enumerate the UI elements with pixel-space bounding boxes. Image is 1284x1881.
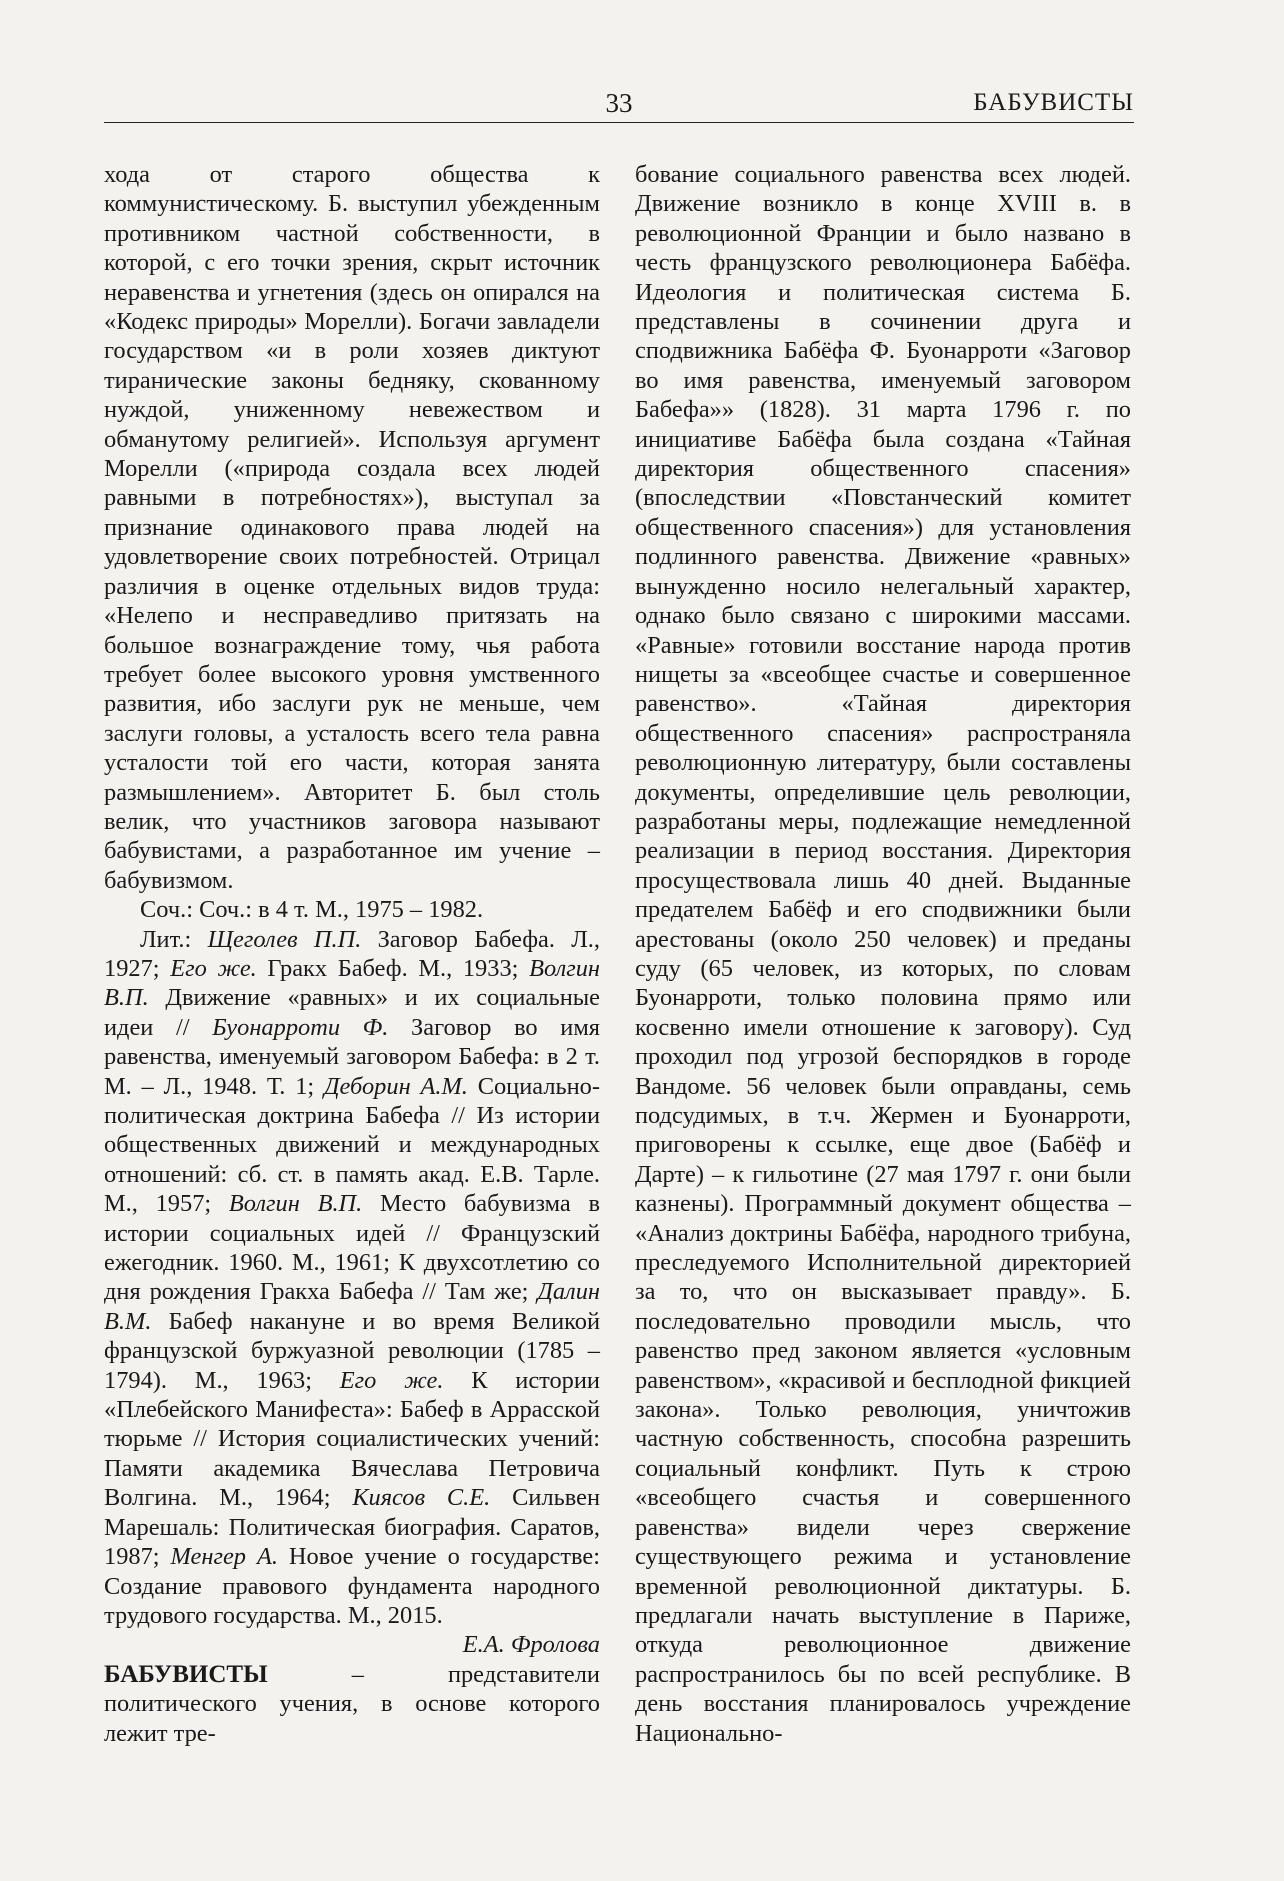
lit-text: Бабеф накануне и во время Великой французской буржуазной революции (1785 – 1794). М., 1963; bbox=[104, 1307, 600, 1394]
left-column bbox=[104, 160, 600, 1748]
running-head: БАБУВИСТЫ bbox=[973, 89, 1134, 116]
lit-text: Заговор Бабефа. Л., 1927; bbox=[104, 925, 600, 982]
lit-text: Сильвен Марешаль: Политическая биография. Саратов, 1987; bbox=[104, 1484, 600, 1571]
lit-author: Далин В.М. bbox=[104, 1278, 600, 1335]
lit-author: Буонарроти Ф. bbox=[212, 1013, 389, 1041]
lit-author: Волгин В.П. bbox=[104, 954, 601, 1012]
lit-author: Киясов С.Е. bbox=[352, 1484, 491, 1512]
entry-start-text: – представители политического учения, в основе которого лежит тре- bbox=[104, 1660, 600, 1747]
lit-author: Волгин В.П. bbox=[228, 1190, 363, 1218]
entry-lemma: БАБУВИСТЫ bbox=[104, 1660, 268, 1688]
works-reference: Соч.: Соч.: в 4 т. М., 1975 – 1982. bbox=[140, 896, 484, 924]
lit-text: Заговор во имя равенства, именуемый заговором Бабефа: в 2 т. М. – Л., 1948. Т. 1; bbox=[104, 1013, 600, 1100]
lit-author: Деборин А.М. bbox=[324, 1072, 468, 1100]
lit-author: Его же. bbox=[339, 1366, 444, 1394]
literature-references bbox=[104, 925, 600, 1631]
lit-text: Место бабувизма в истории социальных идей // Французский ежегодник. 1960. М., 1961; К двухсотлетию со дня рождения Гракха Бабефа // Там же; bbox=[104, 1190, 600, 1306]
page-header bbox=[104, 88, 1134, 123]
page-number: 33 bbox=[605, 88, 633, 118]
lit-text: Новое учение о государстве: Создание правового фундамента народного трудового государства. М., 2015. bbox=[104, 1543, 600, 1629]
lit-text: Социально-политическая доктрина Бабефа // Из истории общественных движений и международных отношений: сб. ст. в память акад. Е.В. Тарле. М., 1957; bbox=[104, 1072, 600, 1218]
lit-label: Лит.: bbox=[140, 925, 208, 953]
lit-author: Его же. bbox=[170, 954, 257, 982]
babeuf-article-continuation: хода от старого общества к коммунистическому. Б. выступил убежденным противником частной собственности, в которой, с его точки зрения, скрыт источник неравенства и угнетения (здесь он опирался на «Кодекс природы» Морелли). Богачи завладели государством «и в роли хозяев диктуют тиранические законы бедняку, скованному нуждой, униженному невежеством и обманутому религией». Используя аргумент Морелли («природа создала всех людей равными в потребностях»), выступал за признание одинакового права людей на удовлетворение своих потребностей. Отрицал различия в оценке отдельных видов труда: «Нелепо и несправедливо притязать на большое вознаграждение тому, чья работа требует более высокого уровня умственного развития, ибо заслуги рук не меньше, чем заслуги головы, а усталость всего тела равна усталости той его части, которая занята размышлением». Авторитет Б. был столь велик, что участников заговора называют бабувистами, а разработанное им учение – бабувизмом. bbox=[104, 161, 600, 894]
babouvists-entry-start bbox=[104, 1660, 600, 1748]
babouvists-entry-body: бование социального равенства всех людей. Движение возникло в конце XVIII в. в революционной Франции и было названо в честь французского революционера Бабёфа. Идеология и политическая система Б. представлены в сочинении друга и сподвижника Бабёфа Ф. Буонарроти «Заговор во имя равенства, именуемый заговором Бабефа»» (1828). 31 марта 1796 г. по инициативе Бабёфа была создана «Тайная директория общественного спасения» (впоследствии «Повстанческий комитет общественного спасения») для установления подлинного равенства. Движение «равных» вынужденно носило нелегальный характер, однако было связано с широкими массами. «Равные» готовили восстание народа против нищеты за «всеобщее счастье и совершенное равенство». «Тайная директория общественного спасения» распространяла революционную литературу, были составлены документы, определившие цель революции, разработаны меры, подлежащие немедленной реализации в период восстания. Директория просуществовала лишь 40 дней. Выданные предателем Бабёф и его сподвижники были арестованы (около 250 человек) и преданы суду (65 человек, из которых, по словам Буонарроти, только половина прямо или косвенно имели отношение к заговору). Суд проходил под угрозой беспорядков в городе Вандоме. 56 человек были оправданы, семь подсудимых, в т.ч. Жермен и Буонарроти, приговорены к ссылке, еще двое (Бабёф и Дарте) – к гильотине (27 мая 1797 г. они были казнены). Программный документ общества – «Анализ доктрины Бабёфа, народного трибуна, преследуемого Исполнительной директорией за то, что он высказывает правду». Б. последовательно проводили мысль, что равенство пред законом является «условным равенством», «красивой и бесплодной фикцией закона». Только революция, уничтожив частную собственность, способна разрешить социальный конфликт. Путь к строю «всеобщего счастья и совершенного равенства» видели через свержение существующего режима и установление временной революционной диктатуры. Б. предлагали начать выступление в Париже, откуда революционное движение распространилось бы по всей республике. В день восстания планировалось учреждение Национально- bbox=[635, 161, 1131, 1747]
lit-author: Щеголев П.П. bbox=[207, 925, 362, 953]
lit-author: Менгер А. bbox=[170, 1543, 278, 1571]
author-signature: Е.А. Фролова bbox=[462, 1631, 600, 1659]
lit-text: Гракх Бабеф. М., 1933; bbox=[256, 954, 530, 982]
lit-text: К истории «Плебейского Манифеста»: Бабеф в Аррасской тюрьме // История социалистических учений: Памяти академика Вячеслава Петровича Волгина. М., 1964; bbox=[104, 1366, 600, 1512]
right-column bbox=[635, 160, 1131, 1748]
lit-text: Движение «равных» и их социальные идеи // bbox=[104, 984, 600, 1041]
